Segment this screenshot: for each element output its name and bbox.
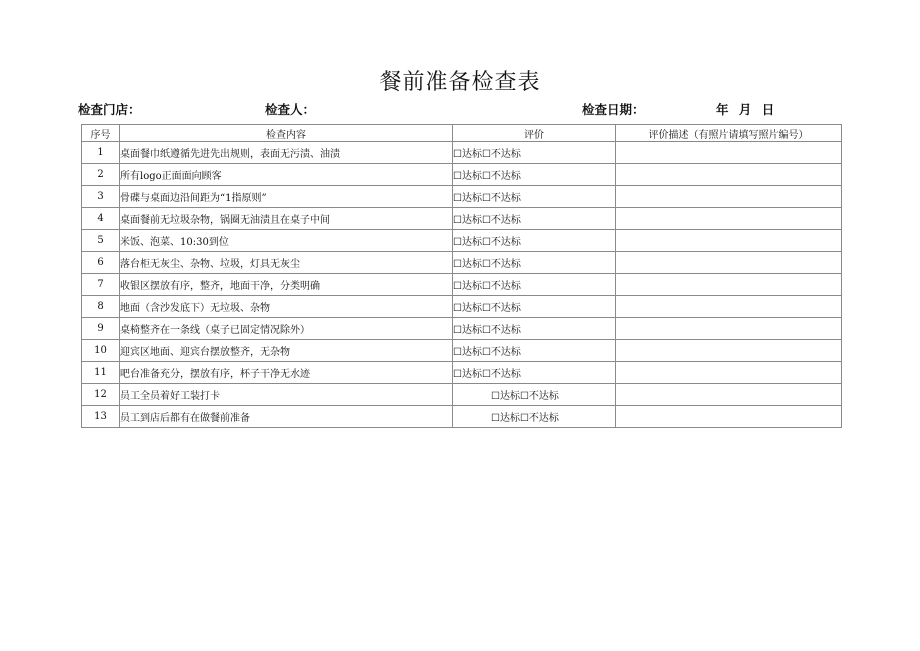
column-header-evaluation: 评价 xyxy=(453,125,616,142)
table-row xyxy=(82,318,842,340)
row-evaluation-description[interactable] xyxy=(616,252,842,274)
row-check-content: 桌面餐巾纸遵循先进先出规则，表面无污渍、油渍 xyxy=(120,142,453,164)
row-check-content: 骨碟与桌面边沿间距为“1指原则” xyxy=(120,186,453,208)
table-row xyxy=(82,230,842,252)
table-row xyxy=(82,406,842,428)
row-evaluation-description[interactable] xyxy=(616,208,842,230)
table-row xyxy=(82,164,842,186)
row-evaluation-description[interactable] xyxy=(616,384,842,406)
row-evaluation-description[interactable] xyxy=(616,142,842,164)
date-label: 检查日期： xyxy=(582,102,645,117)
row-evaluation-checkboxes[interactable]: ☐达标☐不达标 xyxy=(453,406,616,428)
row-evaluation-description[interactable] xyxy=(616,274,842,296)
row-evaluation-checkboxes[interactable]: ☐达标☐不达标 xyxy=(453,340,616,362)
row-evaluation-description[interactable] xyxy=(616,362,842,384)
row-check-content: 收银区摆放有序，整齐，地面干净，分类明确 xyxy=(120,274,453,296)
row-check-content: 员工全员着好工装打卡 xyxy=(120,384,453,406)
row-number: 10 xyxy=(82,340,120,362)
table-row xyxy=(82,384,842,406)
row-check-content: 米饭、泡菜、10:30到位 xyxy=(120,230,453,252)
row-evaluation-description[interactable] xyxy=(616,340,842,362)
row-number: 1 xyxy=(82,142,120,164)
row-number: 13 xyxy=(82,406,120,428)
row-number: 11 xyxy=(82,362,120,384)
row-evaluation-checkboxes[interactable]: ☐达标☐不达标 xyxy=(453,274,616,296)
row-check-content: 所有logo正面面向顾客 xyxy=(120,164,453,186)
table-row xyxy=(82,274,842,296)
table-row xyxy=(82,362,842,384)
row-number: 12 xyxy=(82,384,120,406)
table-row xyxy=(82,186,842,208)
row-number: 6 xyxy=(82,252,120,274)
row-number: 8 xyxy=(82,296,120,318)
table-header-row xyxy=(82,125,842,142)
row-number: 4 xyxy=(82,208,120,230)
row-check-content: 桌椅整齐在一条线（桌子已固定情况除外） xyxy=(120,318,453,340)
row-evaluation-checkboxes[interactable]: ☐达标☐不达标 xyxy=(453,186,616,208)
row-check-content: 地面（含沙发底下）无垃圾、杂物 xyxy=(120,296,453,318)
table-row xyxy=(82,252,842,274)
column-header-description: 评价描述（有照片请填写照片编号） xyxy=(616,125,842,142)
row-evaluation-checkboxes[interactable]: ☐达标☐不达标 xyxy=(453,384,616,406)
row-evaluation-description[interactable] xyxy=(616,318,842,340)
row-number: 2 xyxy=(82,164,120,186)
row-number: 7 xyxy=(82,274,120,296)
date-units: 年 月 日 xyxy=(716,102,775,117)
row-evaluation-checkboxes[interactable]: ☐达标☐不达标 xyxy=(453,230,616,252)
table-row xyxy=(82,340,842,362)
row-check-content: 员工到店后都有在做餐前准备 xyxy=(120,406,453,428)
table-row xyxy=(82,208,842,230)
column-header-number: 序号 xyxy=(82,125,120,142)
row-evaluation-description[interactable] xyxy=(616,296,842,318)
column-header-content: 检查内容 xyxy=(120,125,453,142)
table-row xyxy=(82,296,842,318)
row-evaluation-checkboxes[interactable]: ☐达标☐不达标 xyxy=(453,252,616,274)
row-evaluation-checkboxes[interactable]: ☐达标☐不达标 xyxy=(453,142,616,164)
row-number: 9 xyxy=(82,318,120,340)
row-evaluation-checkboxes[interactable]: ☐达标☐不达标 xyxy=(453,208,616,230)
row-number: 5 xyxy=(82,230,120,252)
row-evaluation-checkboxes[interactable]: ☐达标☐不达标 xyxy=(453,362,616,384)
row-check-content: 吧台准备充分，摆放有序，杯子干净无水迹 xyxy=(120,362,453,384)
row-check-content: 桌面餐前无垃圾杂物，锅圈无油渍且在桌子中间 xyxy=(120,208,453,230)
store-label: 检查门店： xyxy=(78,102,141,117)
row-evaluation-description[interactable] xyxy=(616,164,842,186)
inspector-label: 检查人： xyxy=(265,102,316,117)
row-check-content: 迎宾区地面、迎宾台摆放整齐，无杂物 xyxy=(120,340,453,362)
row-evaluation-description[interactable] xyxy=(616,230,842,252)
row-evaluation-checkboxes[interactable]: ☐达标☐不达标 xyxy=(453,318,616,340)
row-evaluation-description[interactable] xyxy=(616,186,842,208)
row-evaluation-description[interactable] xyxy=(616,406,842,428)
row-evaluation-checkboxes[interactable]: ☐达标☐不达标 xyxy=(453,164,616,186)
table-row xyxy=(82,142,842,164)
page-title: 餐前准备检查表 xyxy=(379,70,541,95)
row-evaluation-checkboxes[interactable]: ☐达标☐不达标 xyxy=(453,296,616,318)
row-number: 3 xyxy=(82,186,120,208)
row-check-content: 落台柜无灰尘、杂物、垃圾，灯具无灰尘 xyxy=(120,252,453,274)
checklist-table xyxy=(81,124,842,428)
